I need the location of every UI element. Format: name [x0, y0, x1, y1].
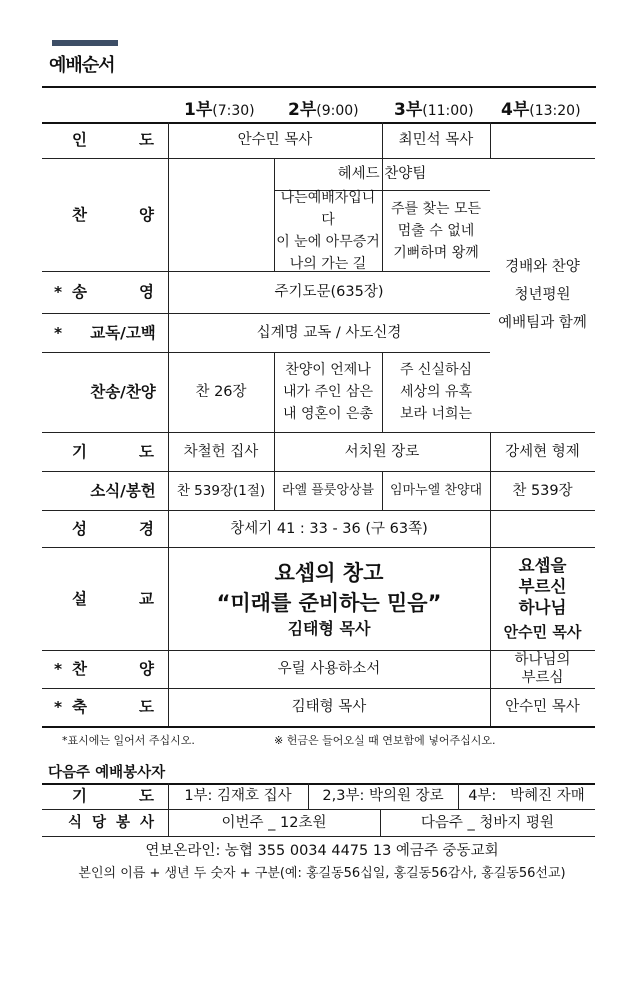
sermon-4-title: 요셉을 부르신 하나님: [518, 555, 567, 617]
response-4: 하나님의 부르심: [514, 652, 571, 686]
service-3-header: 3부(11:00): [394, 100, 474, 120]
service-4-header: 4부(13:20): [501, 100, 581, 120]
invocation-leader-3: 최민석 목사: [398, 132, 474, 148]
online-offering: 연보온라인: 농협 355 0034 4475 13 예금주 중동교회: [145, 843, 499, 859]
anthem-3: 주 신실하심 세상의 유혹 보라 너희는: [399, 362, 473, 422]
sermon-preacher: 김태형 목사: [287, 618, 371, 638]
sermon-4-preacher: 안수민 목사: [503, 622, 582, 641]
news-1: 찬 539장(1절): [176, 482, 266, 499]
praise-songs-3: 주를 찾는 모든 멈출 수 없네 기뻐하며 왕께: [390, 200, 482, 261]
youth-worship-4: 경배와 찬양 청년평원 예배팀과 함께: [498, 259, 587, 331]
table-top-rule: [42, 86, 596, 88]
page-title: 예배순서: [49, 55, 115, 76]
next-week-title: 다음주 예배봉사자: [48, 765, 166, 781]
title-accent-bar: [52, 40, 118, 46]
news-3: 임마누엘 찬양대: [389, 482, 483, 498]
benediction-4: 안수민 목사: [505, 699, 580, 715]
news-2: 라엘 플룻앙상블: [281, 482, 375, 498]
praise-songs-2: 나는예배자입니다 이 눈에 아무증거 나의 가는 길: [276, 189, 380, 272]
next-prayer-2-3: 2,3부: 박의원 장로: [322, 788, 444, 804]
offering-instruction: 본인의 이름 + 생년 두 숫자 + 구분(예: 홍길동56십일, 홍길동56감사, 홍길동56선교): [78, 866, 566, 881]
prayer-4: 강세현 형제: [505, 443, 580, 460]
hymn-text: 주기도문(635장): [274, 284, 384, 300]
kitchen-label: 식 당 봉 사: [68, 814, 154, 831]
praise-team: 헤세드 찬양팀: [337, 166, 427, 182]
anthem-1: 찬 26장: [195, 384, 247, 400]
benediction-text: 김태형 목사: [291, 699, 367, 715]
sermon-title: 요셉의 창고: [274, 560, 384, 585]
next-prayer-4: 4부: 박혜진 자매: [468, 788, 585, 804]
kitchen-next-week: 다음주 _ 청바지 평원: [420, 814, 555, 831]
row-label-response: * 찬 양: [54, 660, 154, 678]
row-label-invocation: 인 도: [72, 131, 154, 149]
invocation-leader-1-2: 안수민 목사: [237, 132, 313, 148]
row-label-praise: 찬 양: [72, 205, 154, 224]
sermon-main: [168, 547, 490, 650]
anthem-2: 찬양이 언제나 내가 주인 삼은 내 영혼이 은총: [282, 362, 374, 422]
offering-note: ※ 헌금은 들어오실 때 연보함에 넣어주십시오.: [274, 734, 496, 747]
prayer-2-3: 서치원 장로: [344, 443, 420, 460]
row-label-sermon: 설 교: [72, 589, 154, 608]
row-label-news: 소식/봉헌: [90, 481, 156, 500]
next-prayer-1: 1부: 김재호 집사: [184, 788, 292, 804]
row-label-benediction: * 축 도: [54, 698, 154, 716]
row-label-scripture: 성 경: [72, 519, 154, 538]
news-4: 찬 539장: [512, 482, 573, 499]
sermon-4: [490, 547, 595, 650]
creed-text: 십계명 교독 / 사도신경: [256, 324, 402, 341]
row-label-hymn: * 송 영: [54, 283, 154, 301]
row-label-prayer: 기 도: [72, 442, 154, 461]
stand-note: *표시에는 일어서 주십시오.: [62, 734, 195, 747]
sermon-subtitle: “미래를 준비하는 믿음”: [216, 590, 442, 615]
service-1-header: 1부(7:30): [184, 100, 255, 120]
service-2-header: 2부(9:00): [288, 100, 359, 120]
prayer-1: 차철헌 집사: [183, 443, 259, 460]
response-text: 우릴 사용하소서: [277, 661, 381, 677]
row-label-creed: * 교독/고백: [54, 323, 156, 342]
kitchen-this-week: 이번주 _ 12초원: [221, 814, 327, 831]
next-prayer-label: 기 도: [72, 787, 154, 805]
row-label-anthem: 찬송/찬양: [90, 383, 156, 401]
scripture-text: 창세기 41 : 33 - 36 (구 63쪽): [230, 520, 428, 537]
